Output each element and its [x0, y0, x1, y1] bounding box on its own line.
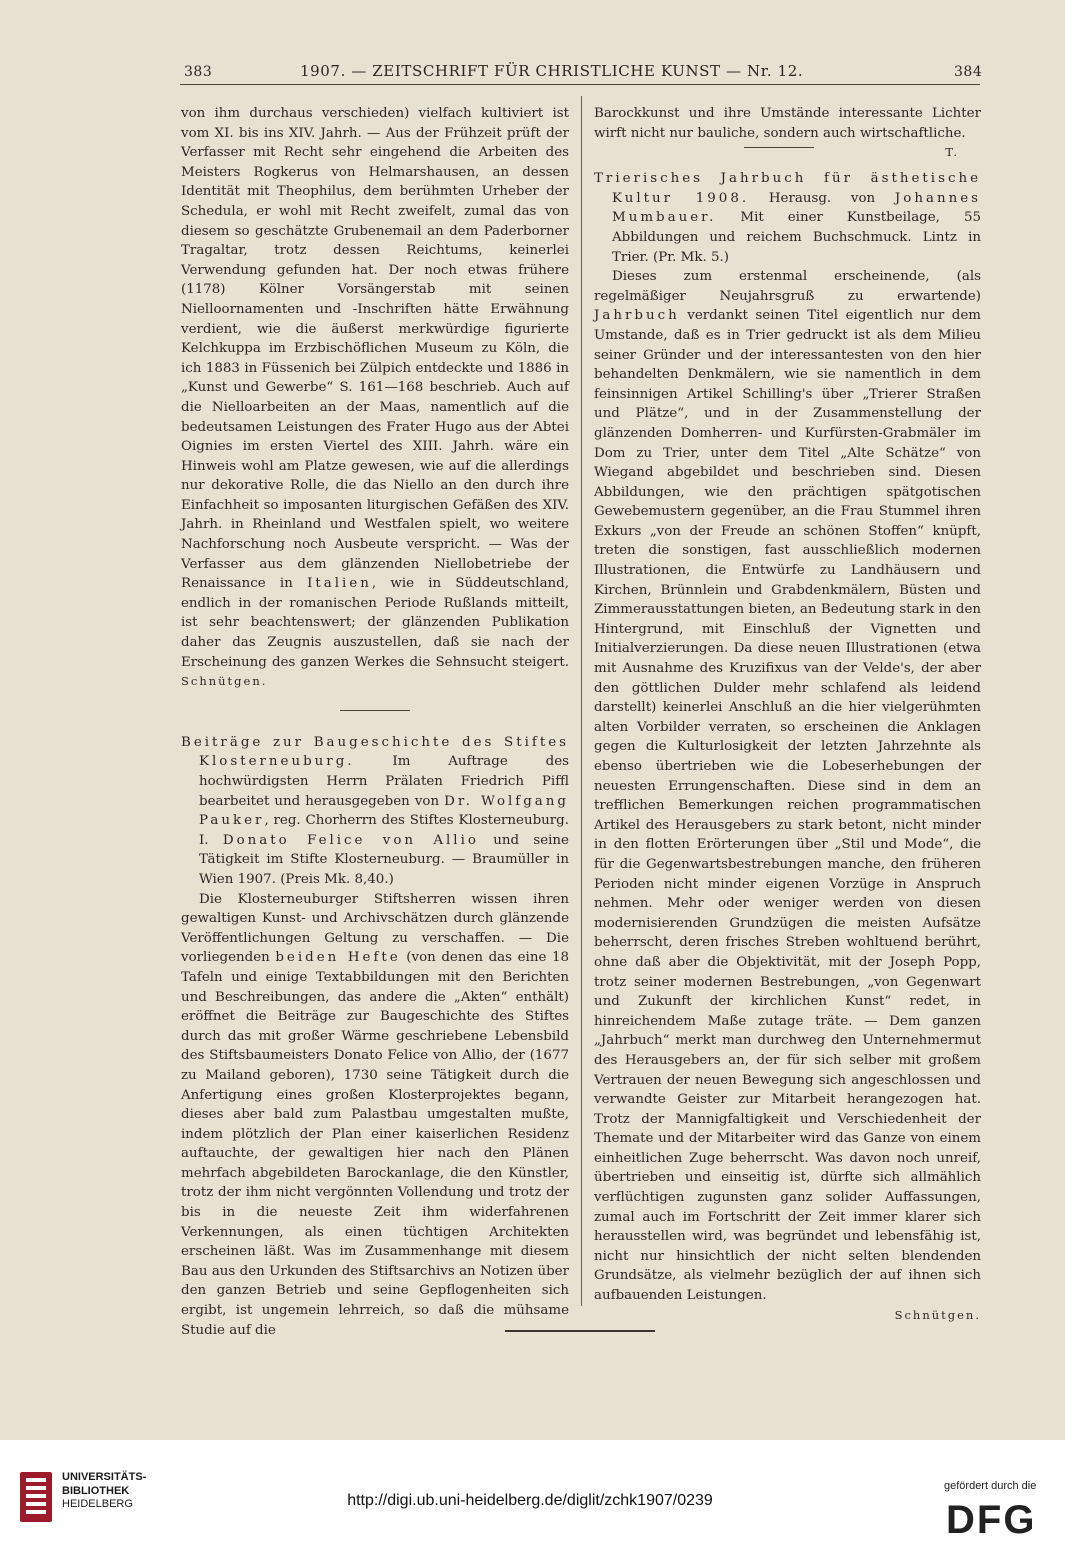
book-author: Dr. Wolfgang Pauker	[199, 793, 569, 829]
book-title: Trierisches Jahrbuch für ästhetische Kultur 1908.	[594, 171, 981, 206]
review-text: Die Klosterneuburger Stiftsherren wissen ihren gewaltigen Kunst- und Archivschätzen durch glänzende Veröffentlichungen Geltung zu verschaffen. — Die vorliegenden	[181, 891, 569, 966]
review-text: Dieses zum erstenmal erscheinende, (als regelmäßiger Neujahrsgruß zu erwartende)	[594, 269, 981, 304]
reviewer-signature: Schnütgen.	[894, 1307, 981, 1322]
university-library-logo-icon	[16, 1468, 56, 1526]
header-rule	[180, 84, 980, 85]
review-text-cont: (von denen das eine 18 Tafeln und einige Textabbildungen mit den Berichten und Beschreibungen, das andere die „Akten“ enthält) eröffnet die Beiträge zur Baugeschichte des Stiftes durch das mit großer Wärme geschriebene Lebensbild des Stiftsbaumeisters Donato Felice von Allio, der (1677 zu Mailand geboren), 1730 seine Tätigkeit durch die Anfertigung eines großen Klosterprojektes begann, dieses aber bald zum Palastbau umgestalten mußte, indem plötzlich der Plan einer kaiserlichen Residenz auftauchte, der gewaltigen hier nach den Plänen mehrfach abgebildeten Barockanlage, die den Künstler, trotz der ihm nicht vergönnten Vollendung und trotz der bis in die neueste Zeit ihm widerfahrenen Verkennungen, als einen tüchtigen Architekten erscheinen läßt. Was im Zusammenhange mit diesem Bau aus den Urkunden des Stiftsarchivs an Notizen über den ganzen Betrieb und seine Gepflogenheiten sich ergibt, ist ungemein lehrreich, so daß die mühsame Studie auf die	[181, 950, 569, 1338]
library-name	[62, 1471, 146, 1512]
review-paragraph-2	[181, 890, 569, 1341]
book-entry-heading	[181, 733, 569, 890]
review-text: von ihm durchaus verschieden) vielfach kultiviert ist vom XI. bis ins XIV. Jahrh. — Aus der Frühzeit prüft der Verfasser mit Recht sehr eingehend die Arbeiten des Meisters Rogkerus von Helmarshausen, an dessen Identität mit Theophilus, dem berühmten Urheber der Schedula, er wohl mit Recht zweifelt, zumal das von diesem so geschätzte Grubenemail an dem Paderborner Tragaltar, trotz dessen Reichtums, keinerlei Verwendung gefunden hat. Der noch etwas frühere (1178) Kölner Vorsängerstab mit seinen Nielloornamenten und -Inschriften hätte Erwähnung verdient, wie die äußerst merkwürdige figurierte Kelchkuppa im Erzbischöflichen Museum zu Köln, die ich 1883 in Füssenich bei Zülpich entdeckte und 1886 in „Kunst und Gewerbe“ S. 161—168 beschrieb. Auch auf die Nielloarbeiten an der Maas, namentlich auf die bedeutsamen Leistungen des Frater Hugo aus der Abtei Oignies im ersten Viertel des XIII. Jahrh. wäre ein Hinweis wohl am Platze gewesen, wie auf die allerdings nur dekorative Rolle, die das Niello an den durch ihre Einfachheit so imposanten liturgischen Gefäßen des XIV. Jahrh. in Rheinland und Westfalen spielt, wo weitere Nachforschung noch Ausbeute verspricht. — Was der Verfasser aus dem glänzenden Niellobetriebe der Renaissance in	[181, 106, 569, 592]
spaced-word: beiden Hefte	[275, 950, 401, 966]
spaced-word: Jahrbuch	[594, 308, 680, 324]
book-publisher: und seine Tätigkeit im Stifte Klosterneuburg. — Braumüller in Wien 1907. (Preis Mk. 8,40.)	[199, 832, 569, 887]
book-details: Im Auftrage des hochwürdigsten Herrn Prälaten Friedrich Piffl bearbeitet und herausgegeben von	[199, 754, 569, 809]
spaced-word: Italien	[307, 576, 372, 592]
section-separator	[340, 710, 410, 711]
reviewer-initial: T.	[945, 145, 959, 160]
book-details: Herausg. von	[768, 190, 876, 206]
book-author: Johannes Mumbauer.	[612, 190, 982, 226]
column-divider	[581, 96, 582, 1306]
running-header-title: 1907. — ZEITSCHRIFT FÜR CHRISTLICHE KUNST — Nr. 12.	[300, 62, 804, 80]
digitization-footer	[0, 1440, 1065, 1545]
dfg-logo: DFG	[946, 1498, 1037, 1542]
review-text-cont: , wie in Süddeutschland, endlich in der romanischen Periode Rußlands mitteilt, ist sehr beachtenswert; der glänzenden Publikation daher das Zeugnis auszustellen, daß sie nach der Erscheinung des ganzen Werkes die Sehnsucht steigert.	[181, 576, 569, 670]
reviewer-signature: Schnütgen.	[181, 674, 268, 689]
page-number-left: 383	[184, 64, 213, 80]
book-publisher: Mit einer Kunstbeilage, 55 Abbildungen und reichem Buchschmuck. Lintz in Trier. (Pr. Mk. 5.)	[612, 210, 981, 265]
book-subject: Donato Felice von Allio	[222, 832, 479, 848]
book-details-2: , reg. Chorherrn des Stiftes Klosterneuburg. I.	[199, 813, 569, 848]
review-text-cont: verdankt seinen Titel eigentlich nur dem Umstande, daß es in Trier gedruckt ist als dem Milieu seiner Gründer und der interessantesten von den hier behandelten Denkmälern, wie sie namentlich in dem feinsinnigen Artikel Schilling's über „Trierer Straßen und Plätze“, und in der Zusammenstellung der glänzenden Domherren- und Kurfürsten-Grabmäler im Dom zu Trier, unter dem Titel „Alte Schätze“ von Wiegand abgebildet und beschrieben sind. Diesen Abbildungen, wie den prächtigen spätgotischen Gewebemustern gegenüber, an die Frau Stummel ihren Exkurs „von der Freude an schönen Stoffen“ knüpft, treten die sonstigen, fast ausschließlich modernen Illustrationen, die Entwürfe zu Landhäusern und Kirchen, Brünnlein und Grabdenkmälern, Büsten und Zimmerausstattungen bieten, an Bedeutung stark in den Hintergrund, mit Einschluß der Vignetten und Initialverzierungen. Da diese neuen Illustrationen (etwa mit Ausnahme des Kruzifixus van der Velde's, der aber den göttlichen Dulder mehr schlafend als leidend darstellt) keinerlei Anschluß an die hier vielgerühmten alten Vorbilder verraten, so erscheinen die Anklagen gegen die Kulturlosigkeit der letzten Jahrzehnte als ebenso übertrieben wie die Lobeserhebungen der neuesten Errungenschaften. Diese sind in dem an trefflichen Bemerkungen reichen programmatischen Artikel des Herausgebers zu stark betont, nicht minder in den flotten Erörterungen über „Stil und Mode“, die für die Gegenwartsbestrebungen manche, den früheren Perioden nicht minder eigenen Vorzüge in Anspruch nehmen. Mehr oder weniger werden von diesen modernisierenden Grundzügen die meisten Aufsätze beherrscht, deren frisches Streben wohltuend berührt, ohne daß aber die Objektivität, mit der Joseph Popp, trotz seiner modernen Bestrebungen, „von Gegenwart und Zukunft der kirchlichen Kunst“ redet, in hinreichendem Maße zutage träte. — Dem ganzen „Jahrbuch“ merkt man durchweg den Unternehmermut des Herausgebers an, der für sich selber mit großem Vertrauen der neuen Bewegung sich angeschlossen und verwandte Geister zur Mitarbeit herangezogen hat. Trotz der Mannigfaltigkeit und Verschiedenheit der Themate und der Mitarbeiter wird das Ganze von einem einheitlichen Zuge beherrscht. Was davon noch unreif, übertrieben und einseitig ist, dürfte sich allmählich verflüchtigen zugunsten ganz solider Auffassungen, zumal auch im Fortschritt der Zeit immer klarer sich herausstellen wird, was begründet und lebensfähig ist, nicht nur hinsichtlich der nicht selten blendenden Grundsätze, als vielmehr bezüglich der auf ihnen sich aufbauenden Leistungen.	[594, 308, 981, 1304]
library-name-line: HEIDELBERG	[62, 1498, 133, 1510]
left-column	[181, 104, 569, 1340]
book-entry-heading	[594, 169, 981, 267]
review-paragraph-1	[181, 104, 569, 692]
book-title: Beiträge zur Baugeschichte des Stiftes Klosterneuburg.	[181, 734, 569, 770]
section-separator	[744, 147, 814, 148]
permalink-url[interactable]: http://digi.ub.uni-heidelberg.de/diglit/zchk1907/0239	[347, 1492, 713, 1509]
review-text: Barockkunst und ihre Umstände interessante Lichter wirft nicht nur bauliche, sondern auch wirtschaftliche.	[594, 106, 981, 141]
review-continuation	[594, 104, 981, 143]
right-column	[594, 104, 981, 1325]
library-name-line: BIBLIOTHEK	[62, 1484, 130, 1497]
page-end-rule	[505, 1330, 655, 1332]
review-paragraph	[594, 267, 981, 1305]
library-name-line: UNIVERSITÄTS-	[62, 1471, 147, 1483]
signature-row	[594, 143, 981, 163]
funding-note: gefördert durch die	[944, 1480, 1037, 1492]
page-number-right: 384	[954, 64, 983, 80]
